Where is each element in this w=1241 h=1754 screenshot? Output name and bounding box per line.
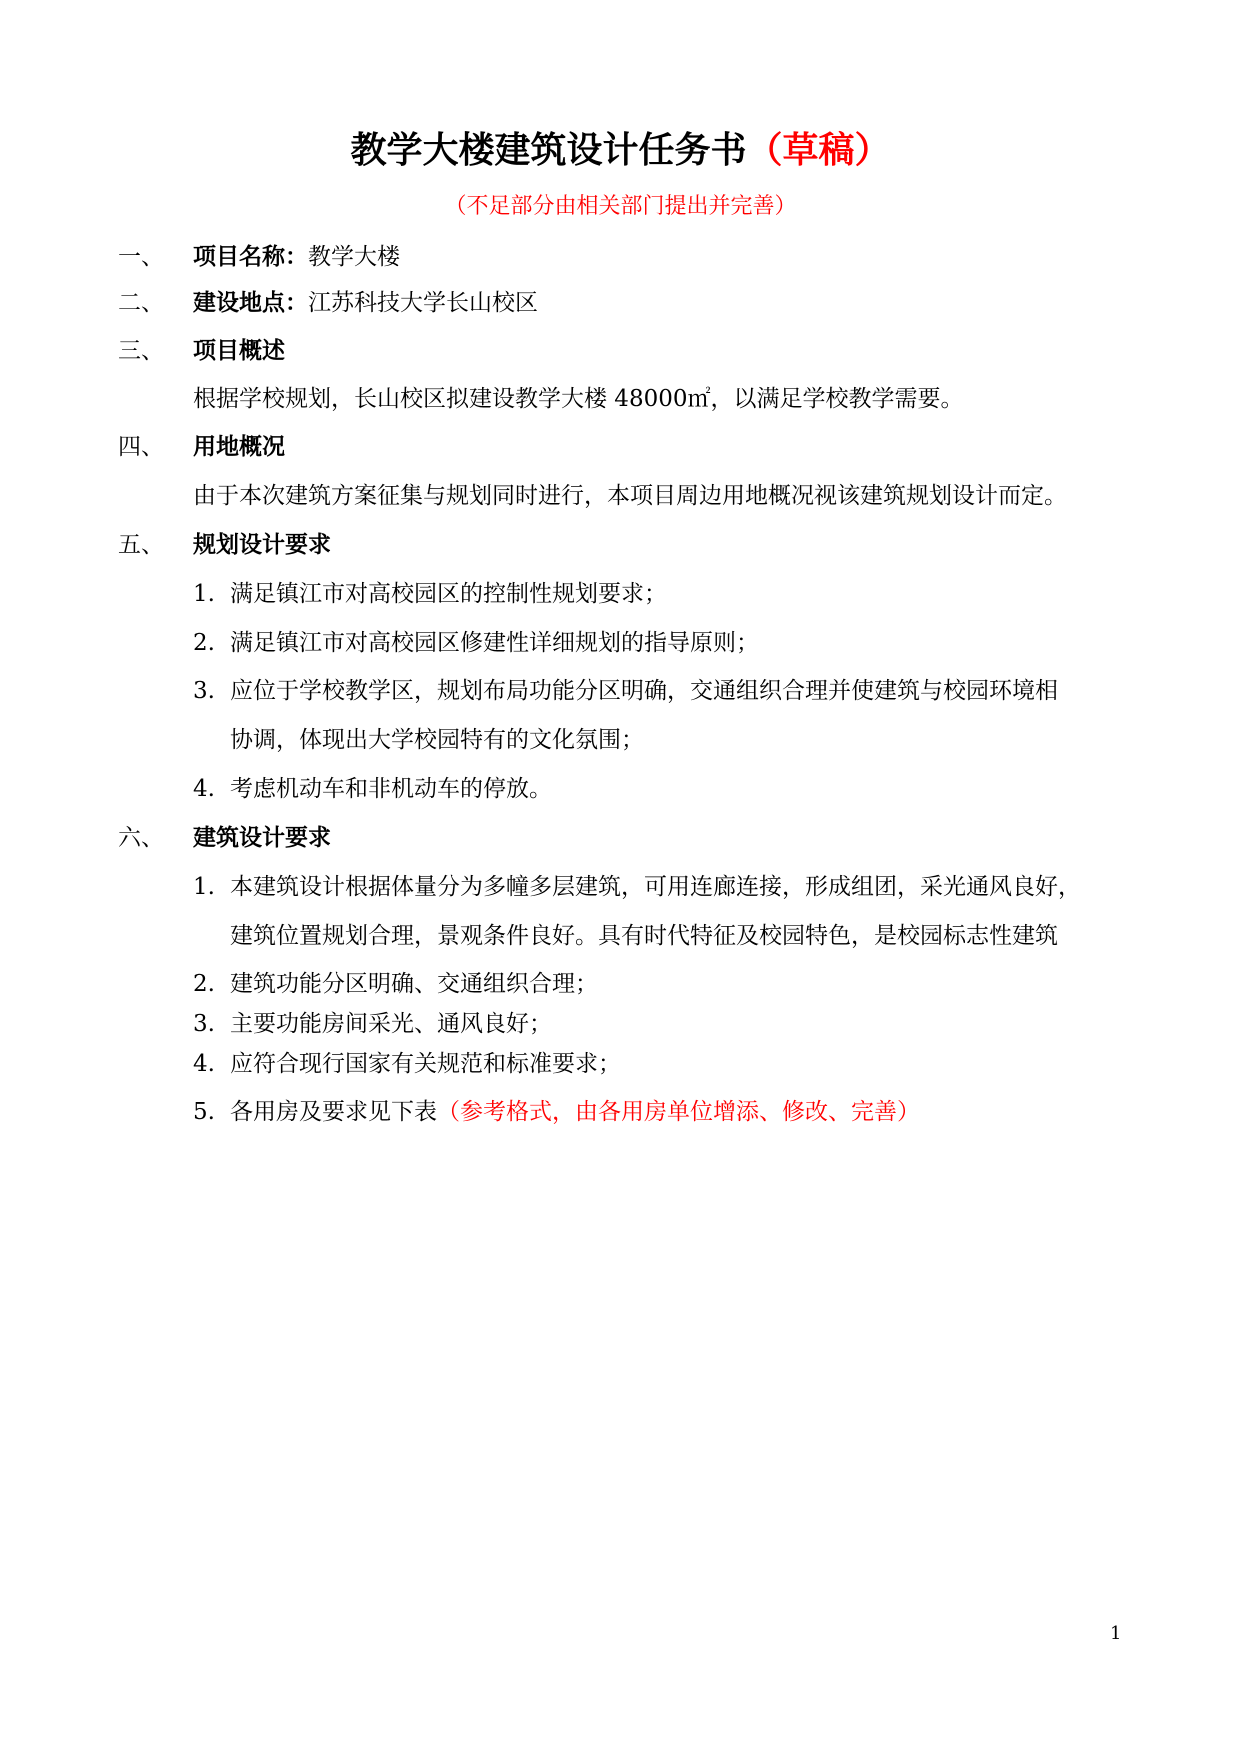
list-item-number: 1.	[193, 874, 215, 900]
list-item-text: 主要功能房间采光、通风良好；	[230, 1011, 552, 1037]
paragraph-text: 根据学校规划，长山校区拟建设教学大楼 48000㎡，以满足学校教学需要。	[193, 386, 964, 412]
list-item-number: 4.	[193, 776, 215, 802]
section-number: 六、	[118, 825, 164, 851]
list-item-text: 协调，体现出大学校园特有的文化氛围；	[230, 727, 644, 753]
section-label: 建设地点：江苏科技大学长山校区	[193, 289, 538, 316]
page-number: 1	[1110, 1623, 1122, 1644]
list-item-number: 3.	[193, 1011, 215, 1037]
section-label: 建筑设计要求	[193, 824, 331, 851]
list-item-text: 满足镇江市对高校园区修建性详细规划的指导原则；	[230, 630, 759, 656]
list-item-text: 应符合现行国家有关规范和标准要求；	[230, 1051, 621, 1077]
section-number: 二、	[118, 290, 164, 316]
section-number: 五、	[118, 532, 164, 558]
document-subtitle: （不足部分由相关部门提出并完善）	[444, 194, 797, 219]
list-item-number: 2.	[193, 630, 215, 656]
title-draft-marker: （草稿）	[746, 129, 891, 171]
section-label: 用地概况	[193, 433, 285, 460]
list-item-text: 建筑位置规划合理，景观条件良好。具有时代特征及校园特色，是校园标志性建筑	[230, 923, 1058, 949]
list-item-text: 建筑功能分区明确、交通组织合理；	[230, 971, 598, 997]
list-item-number: 4.	[193, 1051, 215, 1077]
title-main: 教学大楼建筑设计任务书	[350, 129, 747, 171]
list-item-number: 3.	[193, 678, 215, 704]
document-title	[0, 125, 1241, 175]
list-item-text-red-note: （参考格式，由各用房单位增添、修改、完善）	[437, 1099, 920, 1125]
list-item-number: 2.	[193, 971, 215, 997]
section-number: 一、	[118, 244, 164, 270]
list-item-text-black: 各用房及要求见下表	[230, 1099, 437, 1125]
list-item-text: 考虑机动车和非机动车的停放。	[230, 776, 552, 802]
project-name-value: 教学大楼	[308, 244, 400, 270]
list-item-number: 1.	[193, 581, 215, 607]
list-item-text	[230, 1096, 920, 1128]
section-label: 项目名称：教学大楼	[193, 243, 400, 270]
paragraph-text: 由于本次建筑方案征集与规划同时进行，本项目周边用地概况视该建筑规划设计而定。	[193, 483, 1067, 509]
section-number: 四、	[118, 434, 164, 460]
section-label: 项目概述	[193, 337, 285, 364]
list-item-text: 满足镇江市对高校园区的控制性规划要求；	[230, 581, 667, 607]
list-item-text: 应位于学校教学区，规划布局功能分区明确，交通组织合理并使建筑与校园环境相	[230, 678, 1058, 704]
section-number: 三、	[118, 338, 164, 364]
list-item-text: 本建筑设计根据体量分为多幢多层建筑，可用连廊连接，形成组团，采光通风良好，	[230, 874, 1081, 900]
location-value: 江苏科技大学长山校区	[308, 290, 538, 316]
list-item-number: 5.	[193, 1099, 215, 1125]
section-label: 规划设计要求	[193, 531, 331, 558]
